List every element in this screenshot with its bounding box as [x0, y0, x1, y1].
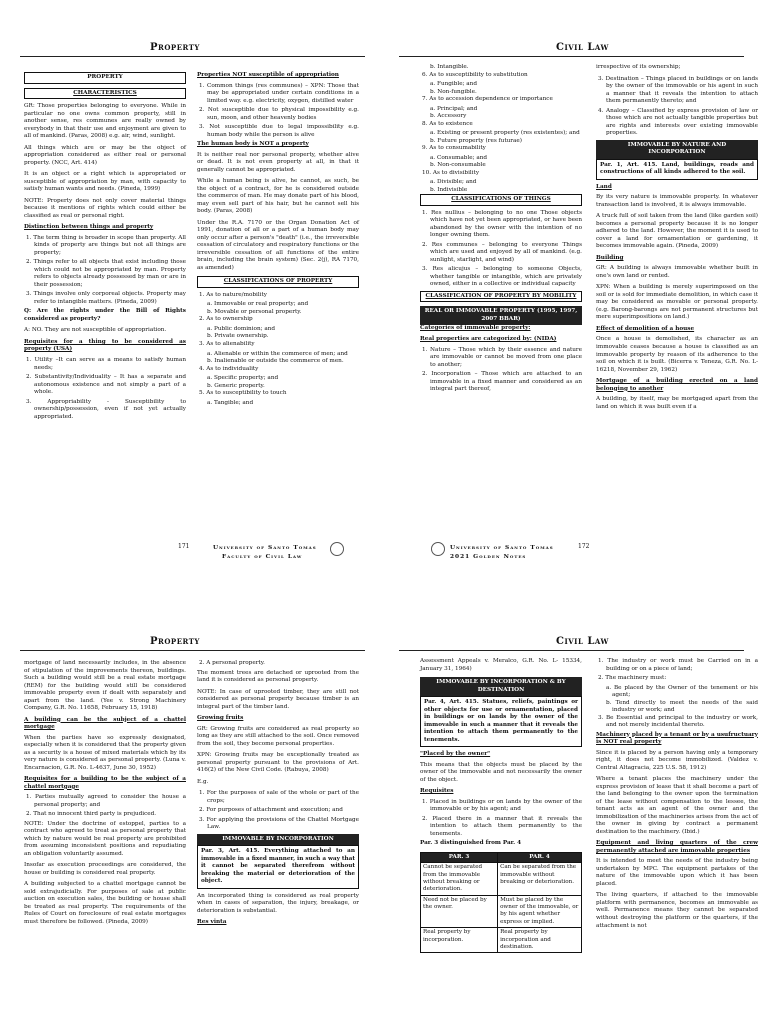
- list-item: 7. As to accession dependence or importance: [422, 96, 553, 103]
- section-heading: Building: [596, 254, 624, 261]
- list-item: 3. Not susceptible due to legal impossibility e.g. human body while the person is alive: [199, 124, 359, 138]
- list-item: 1. Res nullius – belonging to no one Those objects which have not yet been appropriated, or have been abandoned by the owner with the intention of no longer owning them.: [422, 209, 582, 239]
- paragraph: mortgage of land necessarily includes, in the absence of stipulation of the improvements thereon, buildings. Such a building would still be a real estate mortgage (REM) for the building would still be considered immovable property even if dealt with separately and apart from the land. (Yee v. Strong Machinery Company, G.R. No. 11658, February 15, 1918): [24, 660, 186, 712]
- list-item: 1. For the purposes of sale of the whole or part of the crops;: [199, 790, 359, 804]
- paragraph: Insofar as execution proceedings are considered, the house or building is considered real property.: [24, 862, 186, 876]
- section-heading: Growing fruits: [197, 715, 244, 722]
- box-title: CLASSIFICATIONS OF THINGS: [420, 194, 582, 206]
- paragraph: Once a house is demolished, its character as an immovable ceases because a house is classified as an immovable property by reason of its adherence to the soil on which it is built. (Bicerra v. Teneza, G.R. No. L-16218, November 29, 1962): [596, 336, 758, 373]
- list-item: 5. As to susceptibility to touch: [199, 390, 287, 397]
- paragraph: GR: Those properties belonging to everyone. While in particular no one owns common property, still in another sense, res communes are really owned by everybody in that their use and enjoyment are given to all of mankind. (Paras, 2008) e.g. air, wind, sunlight.: [24, 103, 186, 140]
- list-item: 1. As to nature/mobility: [199, 291, 268, 298]
- page-173: [0, 620, 384, 1024]
- section-heading: Requisites for a building to be the subject of a chattel mortgage: [24, 776, 186, 790]
- sub-list-item: b. Non-consumable: [430, 162, 486, 169]
- box-title: CLASSIFICATION OF PROPERTY BY MOBILITY: [420, 291, 582, 303]
- column-right: [197, 660, 359, 1024]
- list-item: 1. Parties mutually agreed to consider the house a personal property; and: [26, 794, 186, 808]
- paragraph: XPN: When a building is merely superimposed on the soil or is sold for immediate demolition, in which case it may be considered as movable or personal property. (e.g. Barong-barongs are not permanent structures but mere superimpositions on land.): [596, 284, 758, 321]
- list-item: 1. Nature – Those which by their essence and nature are immovable or cannot be moved from one place to another;: [422, 346, 582, 368]
- table-cell: Real property by incorporation.: [421, 928, 498, 953]
- list-item: 2. Substantivity/Individuality – It has a separate and autonomous existence and not simply a part of a whole.: [26, 374, 186, 396]
- sub-list-item: b. Accessory: [430, 113, 467, 120]
- list-item: 2. Placed there in a manner that it reveals the intention to attach them permanently to the tenements.: [422, 815, 582, 837]
- list-item: 10. As to divisibility: [422, 169, 480, 176]
- box-title: CLASSIFICATIONS OF PROPERTY: [197, 276, 359, 288]
- sub-list-item: a. Public dominion; and: [207, 325, 276, 332]
- paragraph: NOTE: In case of uprooted timber, they are still not considered as personal property because timber is an integral part of the timber land.: [197, 688, 359, 710]
- section-heading: A building can be the subject of a chattel mortgage: [24, 716, 186, 731]
- list-item: 8. As to existence: [422, 120, 473, 127]
- list-item: 2. The machinery must:: [598, 675, 667, 682]
- paragraph: GR: A building is always immovable whether built in one's own land or rented.: [596, 265, 758, 279]
- ust-logo-icon: [330, 542, 344, 556]
- paragraph: NOTE: Under the doctrine of estoppel, parties to a contract who agreed to treat as personal property that which by nature would be real property are prohibited from assuming inconsistent positions and repudiating an obligation voluntarily assumed.: [24, 820, 186, 857]
- sub-list-item: a. Tangible; and: [207, 399, 254, 406]
- table-cell: Need not be placed by the owner.: [421, 895, 498, 928]
- codal-box: Par. 4, Art. 415. Statues, reliefs, paintings or other objects for use or ornamentation, placed in buildings or on lands by the owner of the immovable in such a manner that it reveals the intention to attach them permanently to the tenements.: [420, 696, 582, 747]
- list-item: 2. For purposes of attachment and execution; and: [199, 807, 343, 814]
- column-left: [24, 660, 186, 1024]
- box-title: CHARACTERISTICS: [24, 88, 186, 100]
- list-item: 1. Placed in buildings or on lands by the owner of the immovable or by his agent; and: [422, 798, 582, 813]
- comparison-table: [420, 852, 582, 954]
- paragraph: Under the R.A. 7170 or the Organ Donation Act of 1991, donation of all or a part of a human body may only occur after a person's "death" (i.e., the irreversible cessation of circulatory and respiratory functions or the irreversible cessation of all functions of the entire brain, including the brain system) (Sec. 2(j), RA 7170, as amended): [197, 219, 359, 271]
- header-rule: [20, 650, 365, 651]
- paragraph: GR: Growing fruits are considered as real property so long as they are still attached to the soil. Once removed from the soil, they become personal properties.: [197, 725, 359, 747]
- table-cell: Real property by incorporation and destination.: [498, 928, 582, 953]
- dark-banner: IMMOVABLE BY INCORPORATION: [197, 834, 359, 846]
- list-item: 3. As to alienability: [199, 340, 255, 347]
- paragraph: A building, by itself, may be mortgaged apart from the land on which it was built even if a: [596, 396, 758, 410]
- list-item: 2. Not susceptible due to physical impossibility e.g. sun, moon, and other heavenly bodies: [199, 107, 359, 121]
- footer-university: University of Santo Tomas: [213, 545, 317, 551]
- footer-notes: 2021 Golden Notes: [450, 554, 527, 560]
- paragraph: A building subjected to a chattel mortgage cannot be sold extrajudicially. For purposes of sale at public auction on execution sales, the building or house shall be treated as real property. The requirements of the Rules of Court on foreclosure of real estate mortgages must therefore be followed. (Pineda, 2009): [24, 881, 186, 925]
- paragraph: NOTE: Property does not only cover material things because it mentions of rights which could either be classified as real or personal right.: [24, 197, 186, 219]
- paragraph: While a human being is alive, he cannot, as such, be the object of a contract, for he is considered outside the commerce of man. He may donate part of his blood, may even sell part of his hair, but he cannot sell his body. (Paras, 2008): [197, 178, 359, 215]
- paragraph: XPN: Growing fruits may be exceptionally treated as personal property pursuant to the provisions of Art. 416(2) of the New Civil Code. (Rabuya, 2008): [197, 752, 359, 774]
- section-heading: Requisites: [420, 788, 454, 795]
- paragraph: When the parties have so expressly designated, especially when it is considered that the property given as a security is a house of mixed materials which by its very nature is considered as personal property. (Luna v. Encarnacion, G.R. No. L-4637, June 30, 1952): [24, 734, 186, 771]
- column-right: [596, 658, 758, 1024]
- page-171: [0, 0, 384, 560]
- codal-box: Par. 1, Art. 415. Land, buildings, roads and constructions of all kinds adhered to the soil.: [596, 159, 758, 180]
- sub-list-item: a. Principal; and: [430, 105, 478, 112]
- list-item: 4. As to individuality: [199, 365, 259, 372]
- column-right: [596, 64, 758, 534]
- sub-list-item: a. Consumable; and: [430, 154, 488, 161]
- footer-university: University of Santo Tomas: [450, 545, 554, 551]
- list-item: 3. Destination – Things placed in buildings or on lands by the owner of the immovable or his agent in such a manner that it reveals the intention to attach them permanently thereto; and: [598, 75, 758, 105]
- sub-list-item: b. Generic property.: [207, 382, 265, 389]
- paragraph: This means that the objects must be placed by the owner of the immovable and not necessarily the owner of the object.: [420, 761, 582, 783]
- page-number: 171: [178, 543, 190, 550]
- sub-list-item: a. Be placed by the Owner of the tenement or his agent;: [606, 684, 758, 699]
- table-header: PAR. 4: [498, 852, 582, 862]
- page-header: Property: [150, 42, 200, 53]
- list-item: 3. Res alicujus – belonging to someone Objects, whether tangible or intangible, which are privately owned, either in a collective or individual capacity: [422, 266, 582, 288]
- sub-list-item: a. Fungible; and: [430, 81, 477, 88]
- table-row: [421, 895, 582, 928]
- page-header: Civil Law: [556, 636, 609, 647]
- list-item: 3. For applying the provisions of the Chattel Mortgage Law.: [199, 816, 359, 831]
- paragraph: Since it is placed by a person having only a temporary right, it does not become immobilized. (Valdez v. Central Altagracia, 225 U.S. 58, 1912): [596, 749, 758, 771]
- section-heading: "Placed by the owner": [420, 751, 491, 758]
- page-174: [384, 620, 768, 1024]
- dark-banner: IMMOVABLE BY NATURE AND INCORPORATION: [596, 140, 758, 159]
- list-item: 9. As to consumability: [422, 145, 486, 152]
- section-heading: Equipment and living quarters of the crew permanently attached are immovable properties: [596, 840, 758, 854]
- paragraph: irrespective of its ownership;: [596, 64, 681, 70]
- paragraph: E.g.: [197, 778, 209, 785]
- codal-box: Par. 3, Art. 415. Everything attached to an immovable in a fixed manner, in such a way that it cannot be separated therefrom without breaking the material or deterioration of the object.: [197, 845, 359, 889]
- column-left: [420, 658, 582, 1024]
- column-left: [24, 72, 186, 537]
- paragraph: A truck full of soil taken from the land (like garden soil) becomes a personal property because it is no longer adhered to the land. However, the moment it is used to cover a land for ornamentation or gardening, it becomes immovable again. (Pineda, 2009): [596, 213, 758, 250]
- list-item: 2. As to ownership: [199, 316, 253, 323]
- paragraph: It is an object or a right which is appropriated or susceptible of appropriation by man, with capacity to satisfy human wants and needs. (Pineda, 1999): [24, 171, 186, 193]
- list-item: 1. The industry or work must be Carried on in a building or on a piece of land;: [598, 658, 758, 672]
- list-item: 1. Common things (res communes) – XPN: Those that may be appropriated under certain conditions in a limited way. e.g. electricity, oxygen, distilled water: [199, 82, 359, 104]
- list-item: 3. Appropriability - Susceptibility to ownership/possession, even if not yet actually appropriated.: [26, 398, 186, 420]
- sub-list-item: b. Intangible.: [430, 64, 469, 70]
- list-item: 2. That no innocent third party is prejudiced.: [26, 811, 157, 818]
- section-heading: Categories of immovable property:: [420, 325, 531, 332]
- sub-list-item: b. Indivisible: [430, 186, 468, 193]
- sub-list-item: a. Immovable or real property; and: [207, 301, 309, 308]
- table-cell: Can be separated from the immovable without breaking or deterioration.: [498, 863, 582, 896]
- list-item: 2. Res communes – belonging to everyone Things which are used and enjoyed by all of mankind. (e.g. sunlight, starlight, and wind): [422, 241, 582, 263]
- sub-list-item: b. Inalienable or outside the commerce of men.: [207, 358, 344, 365]
- table-cell: Must be placed by the owner of the immovable, or by his agent whether express or implied.: [498, 895, 582, 928]
- paragraph: An incorporated thing is considered as real property when in cases of separation, the injury, breakage, or deterioration is substantial.: [197, 892, 359, 914]
- list-item: 2. Incorporation – Those which are attached to an immovable in a fixed manner and considered as an integral part thereof,: [422, 371, 582, 393]
- list-item: 3. Be Essential and principal to the industry or work, and not merely incidental thereto.: [598, 714, 758, 729]
- section-heading: Land: [596, 183, 612, 190]
- sub-list-item: a. Alienable or within the commerce of men; and: [207, 350, 348, 357]
- section-heading: Res vinta: [197, 919, 227, 926]
- page-172: [384, 0, 768, 560]
- section-heading: Real properties are categorized by: (NIDA): [420, 335, 557, 342]
- section-heading: Mortgage of a building erected on a land belonging to another: [596, 378, 758, 392]
- ust-logo-icon: [431, 542, 445, 556]
- section-heading: Machinery placed by a tenant or by a usufructuary is NOT real property: [596, 731, 758, 746]
- footer-faculty: Faculty of Civil Law: [222, 554, 303, 560]
- section-heading: The human body is NOT a property: [197, 141, 309, 148]
- page-number: 172: [578, 543, 590, 550]
- paragraph: A: NO. They are not susceptible of appropriation.: [24, 327, 167, 334]
- list-item: 3. Things involve only corporeal objects. Property may refer to intangible matters. (Pineda, 2009): [26, 291, 186, 305]
- dark-banner: IMMOVABLE BY INCORPORATION & BY DESTINATION: [420, 677, 582, 696]
- list-item: 1. Utility –It can serve as a means to satisfy human needs;: [26, 356, 186, 371]
- box-title: PROPERTY: [24, 72, 186, 84]
- paragraph: Assessment Appeals v. Meralco, G.R. No. L- 15334, January 31, 1964): [420, 658, 582, 672]
- column-right: [197, 72, 359, 537]
- sub-list-item: b. Private ownership.: [207, 333, 269, 340]
- header-rule: [20, 56, 365, 57]
- sub-list-item: a. Existing or present property (res existentes); and: [430, 130, 580, 137]
- sub-list-item: a. Divisible; and: [430, 179, 477, 186]
- section-heading: Distinction between things and property: [24, 224, 154, 231]
- section-heading: Requisites for a thing to be considered as property (USA): [24, 338, 186, 353]
- paragraph: It is intended to meet the needs of the industry being undertaken by MPC. The equipment partakes of the nature of the immovable upon which it has been placed.: [596, 858, 758, 887]
- table-row: [421, 928, 582, 953]
- column-left: [420, 64, 582, 534]
- list-item: 1. The term thing is broader in scope than property. All kinds of property are things but not all things are property;: [26, 234, 186, 256]
- list-item: 4. Analogy – Classified by express provision of law or those which are not actually tangible properties but are rights and interests over existing immovable properties.: [598, 107, 758, 137]
- table-cell: Cannot be separated from the immovable without breaking or deterioration.: [421, 863, 498, 896]
- header-rule: [399, 56, 744, 57]
- paragraph: All things which are or may be the object of appropriation considered as either real or personal property. (NCC, Art. 414): [24, 144, 186, 166]
- list-item: 6. As to susceptibility to substitution: [422, 71, 528, 78]
- page-header: Civil Law: [556, 42, 609, 53]
- dark-banner: REAL OR IMMOVABLE PROPERTY (1995, 1997, 2007 BBAR): [420, 306, 582, 325]
- list-item: 2. Things refer to all objects that exist including those which could not be appropriated by man. Property refers to objects already possessed by man or are in their possession;: [26, 259, 186, 288]
- paragraph: Where a tenant places the machinery under the express provision of lease that it shall become a part of the land belonging to the owner upon the termination of the lease without compensation to the lessee, the tenant acts as an agent of the owner and the immobilization of the machineries arises from the act of the owner in giving by contract a permanent destination to the machinery. (Ibid.): [596, 776, 758, 835]
- question: Par. 3 distinguished from Par. 4: [420, 840, 522, 847]
- paragraph: The moment trees are detached or uprooted from the land it is considered as personal property.: [197, 669, 359, 684]
- sub-list-item: b. Movable or personal property.: [207, 308, 302, 315]
- sub-list-item: b. Non-fungible.: [430, 88, 477, 95]
- sub-list-item: a. Specific property; and: [207, 375, 279, 382]
- header-rule: [399, 650, 744, 651]
- paragraph: The living quarters, if attached to the immovable platform with permanence, becomes an immovable as well. Permanence means they cannot be separated without destroying the platform or the quarters, if the attachment is not: [596, 892, 758, 929]
- question: Q: Are the rights under the Bill of Rights considered as property?: [24, 308, 186, 322]
- page-header: Property: [150, 636, 200, 647]
- table-row: [421, 863, 582, 896]
- list-item: 2. A personal property.: [199, 660, 265, 666]
- table-header: PAR. 3: [421, 852, 498, 862]
- paragraph: It is neither real nor personal property, whether alive or dead. It is not even property at all, in that it generally cannot be appropriated.: [197, 151, 359, 173]
- sub-list-item: b. Tend directly to meet the needs of the said industry or work; and: [606, 699, 758, 714]
- section-heading: Properties NOT susceptible of appropriation: [197, 72, 339, 78]
- section-heading: Effect of demolition of a house: [596, 325, 695, 332]
- paragraph: By its very nature is immovable property. In whatever transaction land is involved, it is always immovable.: [596, 194, 758, 208]
- sub-list-item: b. Future property (res futurae): [430, 137, 522, 144]
